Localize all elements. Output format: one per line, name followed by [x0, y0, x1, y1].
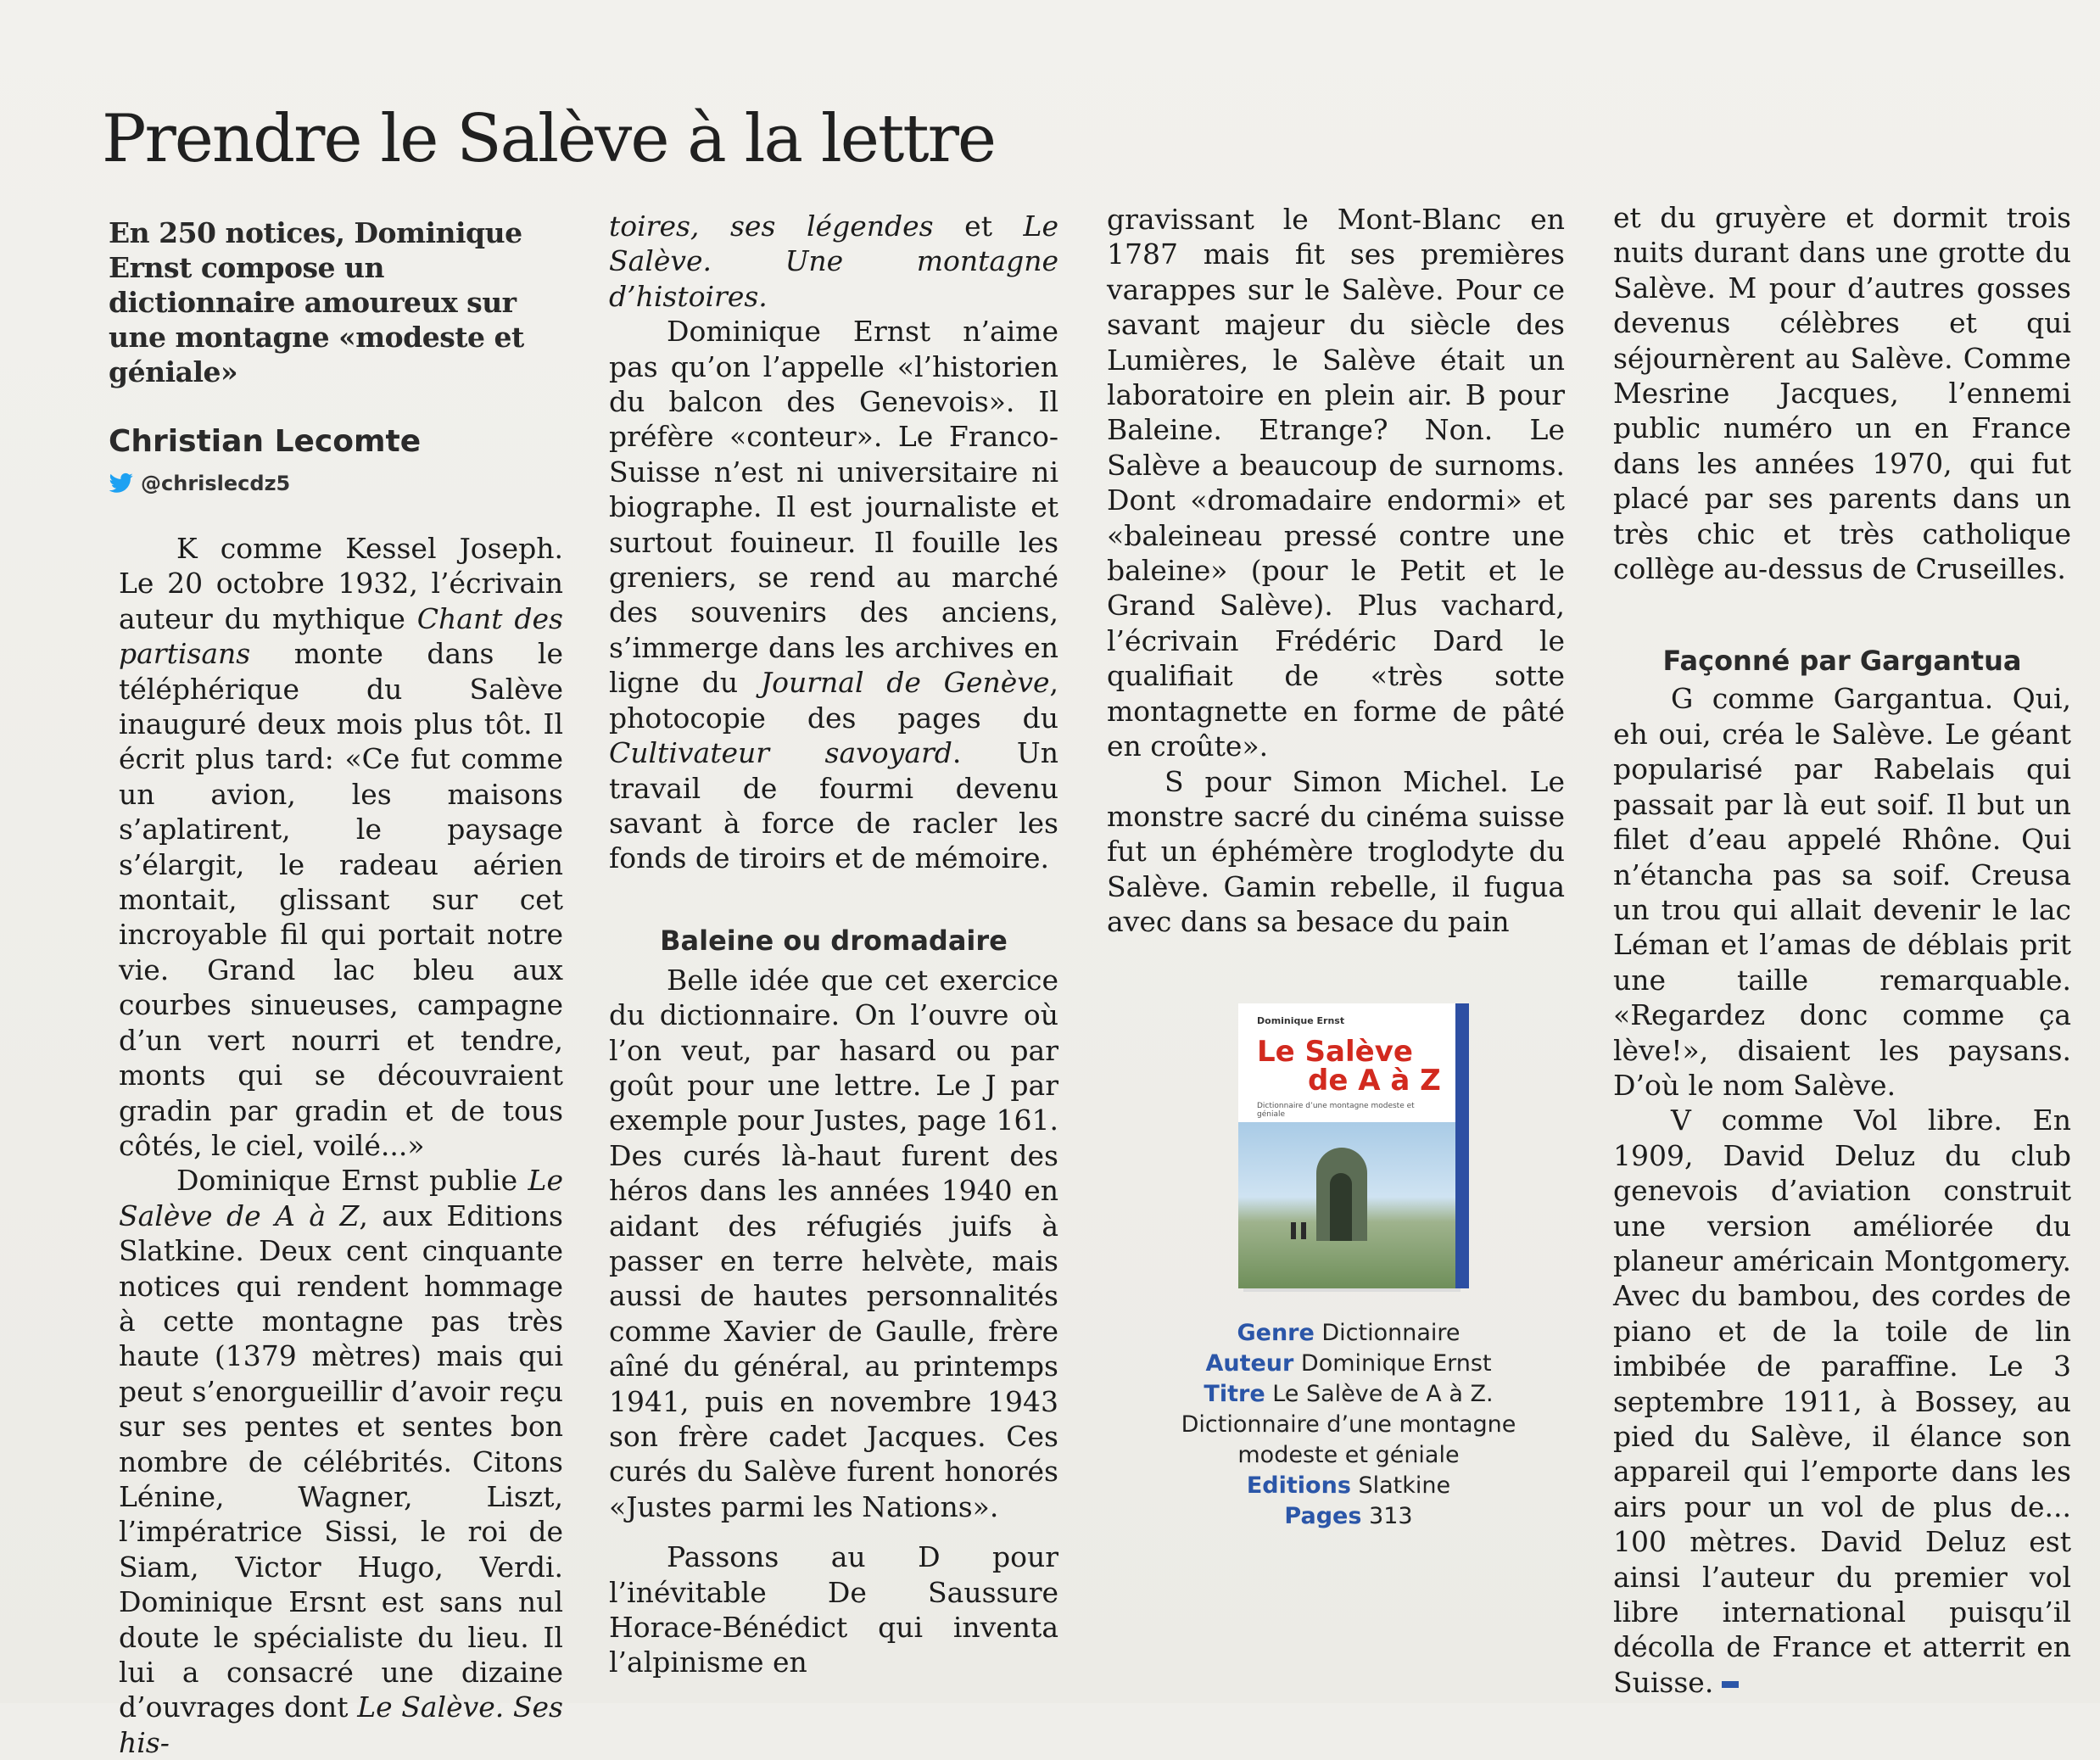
col1-paragraph-1: K comme Kessel Joseph. Le 20 octobre 1932, l’écrivain auteur du mythique Chant des partisans monte dans le téléphérique du Salève inauguré deux mois plus tôt. Il écrit plus tard: «Ce fut comme un avion, les maisons s’aplatirent, le paysage s’élargit, le radeau aérien montait, glissant sur cet incroyable fil qui portait notre vie. Grand lac bleu aux courbes sinueuses, campagne d’un vert nourri et tendre, monts qui se découvraient gradin par gradin et de tous côtés, le ciel, voilé...»: [119, 532, 563, 1162]
twitter-handle: @chrislecdz5: [141, 472, 291, 495]
end-of-article-mark: [1722, 1681, 1739, 1688]
author-handle-row[interactable]: [109, 472, 290, 495]
column-2: [609, 209, 1058, 1680]
col2-paragraph-3: Passons au D pour l’inévitable De Saussure Horace-Bénédict qui inventa l’alpinisme en: [609, 1540, 1058, 1679]
info-genre: Genre Dictionnaire: [1237, 1320, 1461, 1346]
col4-paragraph-2: G comme Gargantua. Qui, eh oui, créa le Salève. Le géant popularisé par Rabelais qui passait par là eut soif. Il but un filet d’eau appelé Rhône. Qui n’étancha pas sa soif. Creusa un trou qui allait devenir le lac Léman et l’amas de déblais prit une taille remarquable. «Regardez donc comme ça lève!», disaient les paysans. D’où le nom Salève.: [1613, 682, 2071, 1102]
book-cover-subtitle: Dictionnaire d’une montagne modeste et géniale: [1257, 1102, 1415, 1119]
col4-paragraph-3: V comme Vol libre. En 1909, David Deluz du club genevois d’aviation construit une version améliorée du planeur américain Montgomery. Avec du bambou, des cordes de piano et de la toile de lin imbibée de paraffine. Le 3 septembre 1911, à Bossey, au pied du Salève, il élance son appareil qui l’emporte dans les airs pour un vol de plus de... 100 mètres. David Deluz est ainsi l’auteur du premier vol libre international puisqu’il décolla de France et atterrit en Suisse.: [1613, 1103, 2071, 1699]
author-name: Christian Lecomte: [109, 424, 422, 459]
col2-paragraph-1: Dominique Ernst n’aime pas qu’on l’appelle «l’historien du balcon des Genevois». Il préfère «conteur». Le Franco-Suisse n’est ni universitaire ni biographe. Il est journaliste et surtout fouineur. Il fouille les greniers, se rend au marché des souvenirs des anciens, s’immerge dans les archives en ligne du Journal de Genève, photocopie des pages du Cultivateur savoyard. Un travail de fourmi devenu savant à force de racler les fonds de tiroirs et de mémoire.: [609, 315, 1058, 875]
hiker-figure: [1291, 1222, 1296, 1239]
book-cover-title: Le Salève de A à Z: [1257, 1035, 1441, 1098]
column-3: [1107, 202, 1565, 940]
tower-door: [1330, 1173, 1352, 1241]
book-info-box: [1162, 1318, 1535, 1532]
book-cover-photo: [1238, 1122, 1455, 1288]
col1-paragraph-2: Dominique Ernst publie Le Salève de A à Z, aux Editions Slatkine. Deux cent cinquante notices qui rendent hommage à cette montagne pas très haute (1379 mètres) mais qui peut s’enorgueillir d’avoir reçu sur ses pentes et sentes bon nombre de célébrités. Citons Lénine, Wagner, Liszt, l’impératrice Sissi, le roi de Siam, Victor Hugo, Verdi. Dominique Ersnt est sans nul doute le spécialiste du lieu. Il lui a consacré une dizaine d’ouvrages dont Le Salève. Ses his-: [119, 1164, 563, 1759]
twitter-bird-icon: [109, 472, 134, 494]
subhead-baleine: Baleine ou dromadaire: [660, 924, 1008, 957]
col2-paragraph-2: Belle idée que cet exercice du dictionnaire. On l’ouvre où l’on veut, par hasard ou par goût pour une lettre. Le J par exemple pour Justes, page 161. Des curés là-haut furent des héros dans les années 1940 en aidant des réfugiés juifs à passer en terre helvète, mais aussi de hautes personnalités comme Xavier de Gaulle, frère aîné du général, au printemps 1941, puis en novembre 1943 son frère cadet Jacques. Ces curés du Salève furent honorés «Justes parmi les Nations».: [609, 963, 1058, 1523]
hiker-figure: [1301, 1222, 1306, 1239]
subhead-gargantua: Façonné par Gargantua: [1662, 645, 2022, 678]
column-4: [1613, 200, 2071, 1700]
lead-paragraph: En 250 notices, Dominique Ernst compose un dictionnaire amoureux sur une montagne «modeste et géniale»: [109, 216, 524, 388]
headline: Prendre le Salève à la lettre: [102, 101, 996, 177]
col4-paragraph-1: et du gruyère et dormit trois nuits durant dans une grotte du Salève. M pour d’autres gosses devenus célèbres et qui séjournèrent au Salève. Comme Mesrine Jacques, l’ennemi public numéro un en France dans les années 1970, qui fut placé par ses parents dans un très chic et très catholique collège au-dessus de Cruseilles.: [1613, 201, 2071, 586]
book-cover-author: Dominique Ernst: [1257, 1015, 1345, 1026]
info-pages: Pages 313: [1284, 1503, 1413, 1529]
column-1: [119, 531, 563, 1760]
col3-paragraph-2: S pour Simon Michel. Le monstre sacré du cinéma suisse fut un éphémère troglodyte du Salève. Gamin rebelle, il fugua avec dans sa besace du pain: [1107, 764, 1565, 939]
info-auteur: Auteur Dominique Ernst: [1205, 1350, 1492, 1377]
col3-paragraph-1: gravissant le Mont-Blanc en 1787 mais fit ses premières varappes sur le Salève. Pour ce savant majeur du siècle des Lumières, le Salève était un laboratoire en plein air. B pour Baleine. Etrange? Non. Le Salève a beaucoup de surnoms. Dont «dromadaire endormi» et «baleineau pressé contre une baleine» (pour le Petit et le Grand Salève). Plus vachard, l’écrivain Frédéric Dard le qualifiait de «très sotte montagnette en forme de pâté en croûte».: [1107, 203, 1565, 763]
book-cover-image: [1238, 1003, 1455, 1288]
col2-paragraph-0: toires, ses légendes et Le Salève. Une montagne d’histoires.: [609, 210, 1058, 313]
info-editions: Editions Slatkine: [1246, 1472, 1451, 1499]
info-titre: Titre Le Salève de A à Z. Dictionnaire d’une montagne modeste et géniale: [1181, 1381, 1516, 1468]
book-spine: [1455, 1003, 1469, 1288]
